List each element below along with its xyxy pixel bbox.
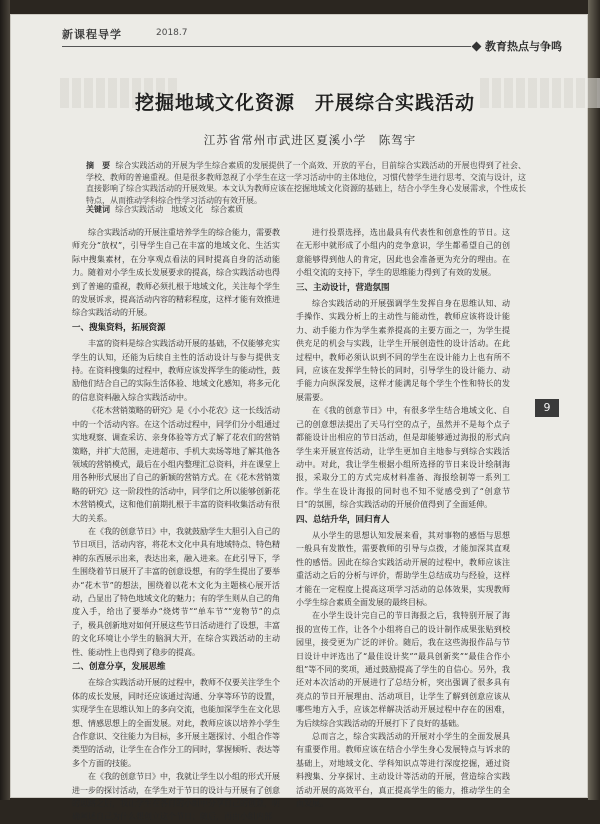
page-number: 9 xyxy=(535,399,559,417)
body-paragraph: 从小学生的思想认知发展来看，其对事物的感悟与思想一般具有发散性，需要教师的引导与点拨，才能加深其直观性的感悟。因此在综合实践活动开展的过程中，教师应该注重活动之后的分析与评价，帮助学生总结成功与经验，这样才能在一定程度上提高这项学习活动的总体效果，实现教师小学生综合素质全面发展的最终目标。 xyxy=(296,530,510,607)
body-paragraph: 在《我的创意节日》中，我就鼓励学生大胆引入自己的节日项目，活动内容，将花木文化中具有地域特点、特色精神的东西展示出来，表达出来，融入进来。在此引导下，学生围绕着节日展开了丰富的创意设想，有的学生提出了要举办“花木节”的想法，围绕着以花木文化为主题核心展开活动，凸显出了特色地域文化的魅力；有的学生则从自己的角度入手，给出了要举办“烧烤节”“单车节”“宠物节”的点子，极具创新地对如何开展这些节日活动进行了设想，丰富的文化环境让小学生的脑洞大开，在综合实践活动的主动性、能动性上也得到了稳步的提高。 xyxy=(72,526,280,657)
page-edge-shadow xyxy=(588,0,600,800)
abstract-text: 综合实践活动的开展为学生综合素质的发展提供了一个高效、开放的平台，目前综合实践活动的开展也得到了社会、学校、教师的普遍重视。但是很多教师忽视了小学生在这一学习活动中的主体地位，习惯代替学生进行思考、交流与设计，这直接影响了综合实践活动的开展效果。本文认为教师应该在挖掘地域文化资源的基础上，结合小学生身心发展需求，个性成长特点，从而推动学科综合性学习活动的有效开展。 xyxy=(86,161,527,205)
section-heading: 三、主动设计，营造氛围 xyxy=(296,282,390,293)
keywords-label: 关键词 xyxy=(86,204,110,214)
keywords xyxy=(86,204,526,215)
article-author: 江苏省常州市武进区夏溪小学 陈驾宇 xyxy=(203,133,417,147)
journal-name: 新课程导学 xyxy=(62,28,122,41)
body-paragraph: 进行投票选择，选出最具有代表性和创意性的节日。这在无形中就形成了小组内的竞争意识，学生都希望自己的创意能够得到他人的肯定，因此也会准备更为充分的理由。在小组交流的支持下，学生的思维能力得到了有效的发展。 xyxy=(296,228,510,278)
section-heading: 二、创意分享，发展思维 xyxy=(72,662,166,672)
body-paragraph: 在综合实践活动开展的过程中，教师不仅要关注学生个体的成长发展，同时还应该通过沟通、分享等环节的设置，实现学生在思维认知上的多向交流，也能加深学生在文化思想、情感思想上的全面发展。对此，教师应该以培养小学生合作意识、交往能力为目标，多开展主题探讨、小组合作等类型的活动，让学生在合作分工的同时，掌握倾听、表达等多个方面的技能。 xyxy=(72,678,280,768)
body-paragraph: 总而言之，综合实践活动的开展对小学生的全面发展具有重要作用。教师应该在结合小学生身心发展特点与诉求的基础上，对地域文化、学科知识点等进行深度挖掘，通过资料搜集、分享探讨、主动设计等活动的开展，营造综合实践活动开展的高效平台，真正提高学生的能力，推动学生的全面发展。 xyxy=(296,732,510,809)
body-paragraph: 在小学生设计完自己的节日海报之后，我特别开展了海报的宣传工作，让各个小组将自己的设计制作成果张贴到校园里，接受更为广泛的评价。随后，我在这些海报作品与节日设计中评选出了“最佳设计奖”“最具创新奖”“最佳合作小组”等不同的奖项，通过鼓励提高了学生的自信心。另外，我还对本次活动的开展进行了总结分析，突出强调了很多具有亮点的节日开展理由、活动项目，让学生了解到创意应该从哪些地方入手，应该怎样解决活动开展过程中存在的困难，为后续综合实践活动的开展打下了良好的基础。 xyxy=(296,611,510,728)
body-paragraph: 综合实践活动的开展注重培养学生的综合能力，需要教师充分“放权”，引导学生自己在丰富的地域文化、生活实际中搜集素材，在分享观点看法的同时提高自身的活动能力。随着对小学生成长发展要求的提高，综合实践活动也得到了普遍的重视，教师必须扎根于地域文化，关注每个学生的发展诉求，提高活动内容的精彩程度，这样才能有效推进综合实践活动的开展。 xyxy=(72,228,280,318)
body-paragraph: 综合实践活动的开展强调学生发挥自身在思维认知、动手操作、实践分析上的主动性与能动性，教师应该将设计能力、动手能力作为学生素养提高的主要方面之一，为学生提供充足的机会与实践，让学生开展创造性的设计活动。在此过程中，教师必须认识到不同的学生在设计能力上也有所不同，应该在发挥学生特长的同时，引导学生的设计能力、动手能力向纵深发展，这样才能满足每个学生个性和特长的发展需要。 xyxy=(296,299,510,402)
page-header xyxy=(62,22,568,54)
section-label: 教育热点与争鸣 xyxy=(471,38,568,56)
keywords-text: 综合实践活动 地域文化 综合素质 xyxy=(115,205,244,214)
book-spine xyxy=(0,0,10,800)
body-paragraph: 丰富的资料是综合实践活动开展的基础，不仅能够充实学生的认知，还能为后续自主性的活动设计与参与提供支持。在资料搜集的过程中，教师应该发挥学生的能动性，鼓励他们结合自己的实际生活体验、地域文化感知，将多元化的信息资料融入综合实践活动中。 xyxy=(72,339,280,402)
body-column-left xyxy=(72,226,280,824)
body-paragraph: 在《我的创意节日》中，有很多学生结合地域文化、自己的创意想法提出了天马行空的点子，虽然并不是每个点子都能设计出相应的节日活动，但是却能够通过海报的形式向学生来开展宣传活动，让学生更加自主地参与到综合实践活动中。对此，我让学生根据小组所选择的节日来设计绘制海报，采取分工的方式完成材料准备、海报绘制等一系列工作。学生在设计海报的同时也不知不觉感受到了“创意节日”的氛围，综合实践活动的开展价值得到了全面延伸。 xyxy=(296,406,510,510)
section-heading: 四、总结升华，回归育人 xyxy=(296,514,390,525)
body-paragraph: 在《我的创意节日》中，我就让学生以小组的形式开展进一步的探讨活动，在学生对于节日的设计与开展有了创意的思路之后，我让学生在各自的小组中分享自己的创意，明确阐述自己为什么想创立这个节日；随后，再由小组内部 xyxy=(72,772,280,822)
section-heading: 一、搜集资料，拓展资源 xyxy=(72,322,166,333)
body-column-right xyxy=(296,226,510,810)
body-paragraph: 《花木营销策略的研究》是《小小花农》这一长线活动中的一个活动内容。在这个活动过程中，同学们分小组通过实地观察、调查采访、亲身体验等方式了解了花农们的营销策略，并扩大范围，走进超市、手机大卖场等地了解其他各领域的营销模式，最后在小组内整理汇总资料，并在课堂上用各种形式展出了自己的新颖的营销方式。在《花木营销策略的研究》这一阶段性的活动中，同学们之所以能够创新花木营销模式，这和他们前期扎根于丰富的资料收集活动有很大的关系。 xyxy=(72,406,280,523)
abstract-label: 摘 要 xyxy=(86,160,111,170)
abstract xyxy=(86,160,526,206)
article-title: 挖掘地域文化资源 开展综合实践活动 xyxy=(134,92,475,114)
journal-page xyxy=(10,14,588,822)
issue-date: 2018.7 xyxy=(156,28,188,38)
